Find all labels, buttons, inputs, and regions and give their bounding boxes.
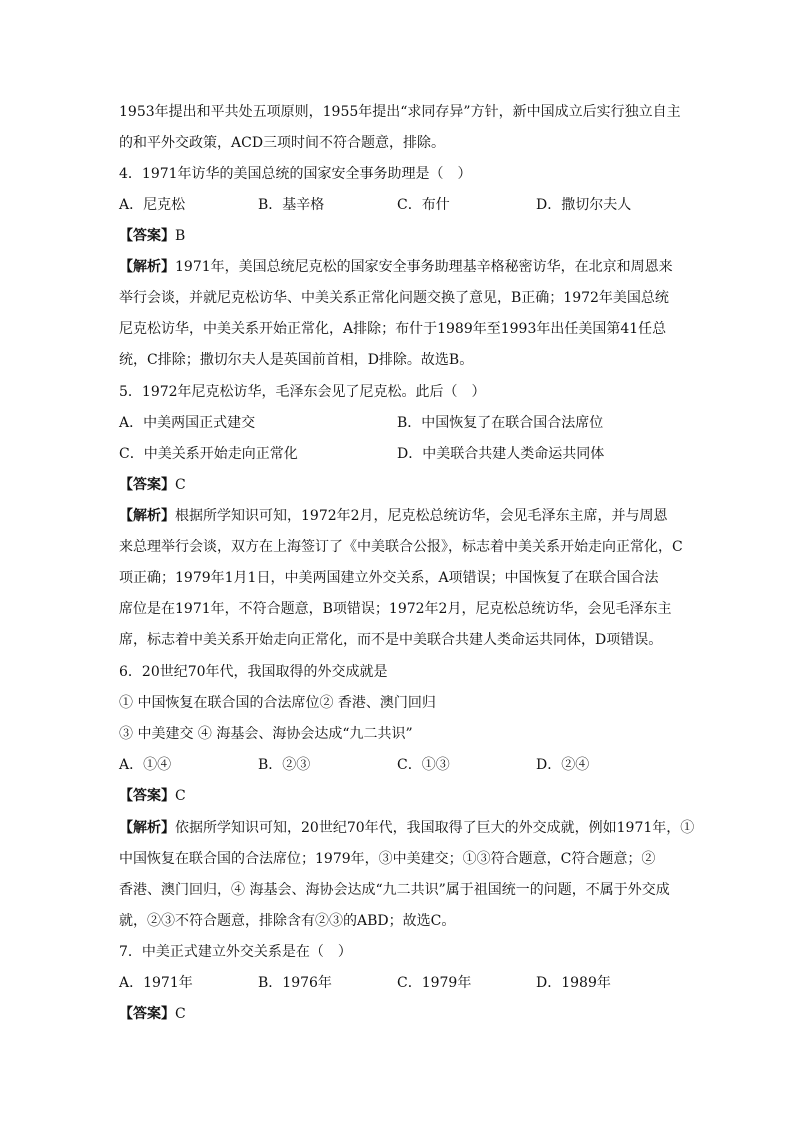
intro-line-2: 的和平外交政策，ACD三项时间不符合题意，排除。 <box>119 135 446 151</box>
q4-option-d: D．撒切尔夫人 <box>536 197 632 213</box>
q6-items-line-1: ① 中国恢复在联合国的合法席位② 香港、澳门回归 <box>119 695 436 711</box>
q6-option-a: A．①④ <box>119 757 172 773</box>
answer-tag: 【答案】 <box>119 477 175 493</box>
answer-tag: 【答案】 <box>119 1006 175 1022</box>
q4-analysis-line-1 <box>119 257 673 277</box>
q7-option-a: A．1971年 <box>119 975 193 991</box>
answer-value: B <box>175 228 186 244</box>
q4-question: 4．1971年访华的美国总统的国家安全事务助理是（ ） <box>119 166 472 182</box>
q6-items-line-2: ③ 中美建交 ④ 海基会、海协会达成“九二共识” <box>119 726 413 742</box>
answer-value: C <box>175 1006 186 1022</box>
q5-option-a: A．中美两国正式建交 <box>119 415 256 431</box>
q5-answer <box>119 475 186 495</box>
q6-option-b: B．②③ <box>258 757 311 773</box>
q5-question: 5．1972年尼克松访华，毛泽东会见了尼克松。此后（ ） <box>119 384 486 400</box>
q7-option-d: D．1989年 <box>536 975 611 991</box>
answer-value: C <box>175 477 186 493</box>
q4-analysis-line-3: 尼克松访华，中美关系开始正常化，A排除；布什于1989年至1993年出任美国第41任总 <box>119 321 667 337</box>
q7-option-c: C．1979年 <box>397 975 472 991</box>
q6-answer <box>119 786 186 806</box>
q4-answer <box>119 226 185 246</box>
q5-option-c: C．中美关系开始走向正常化 <box>119 446 298 462</box>
q7-option-b: B．1976年 <box>258 975 332 991</box>
analysis-text: 根据所学知识可知，1972年2月，尼克松总统访华，会见毛泽东主席，并与周恩 <box>175 508 668 524</box>
q5-analysis-line-2: 来总理举行会谈，双方在上海签订了《中美联合公报》，标志着中美关系开始走向正常化，C <box>119 539 683 555</box>
q6-analysis-line-3: 香港、澳门回归，④ 海基会、海协会达成“九二共识”属于祖国统一的问题，不属于外交成 <box>119 882 670 898</box>
q6-analysis-line-4: 就，②③不符合题意，排除含有②③的ABD；故选C。 <box>119 913 456 929</box>
q6-question: 6．20世纪70年代，我国取得的外交成就是 <box>119 664 388 680</box>
q4-analysis-line-2: 举行会谈，并就尼克松访华、中美关系正常化问题交换了意见，B正确；1972年美国总统 <box>119 290 669 306</box>
intro-line-1: 1953年提出和平共处五项原则，1955年提出“求同存异”方针，新中国成立后实行独立自主 <box>119 104 681 120</box>
q6-analysis-line-2: 中国恢复在联合国的合法席位；1979年，③中美建交；①③符合题意，C符合题意；② <box>119 851 656 867</box>
analysis-tag: 【解析】 <box>119 508 175 524</box>
q5-analysis-line-3: 项正确；1979年1月1日，中美两国建立外交关系，A项错误；中国恢复了在联合国合法 <box>119 570 659 586</box>
q4-option-c: C．布什 <box>397 197 450 213</box>
q4-option-b: B．基辛格 <box>258 197 325 213</box>
q4-option-a: A．尼克松 <box>119 197 186 213</box>
q5-analysis-line-5: 席，标志着中美关系开始走向正常化，而不是中美联合共建人类命运共同体，D项错误。 <box>119 632 663 648</box>
analysis-tag: 【解析】 <box>119 820 175 836</box>
q6-option-d: D．②④ <box>536 757 590 773</box>
analysis-text: 1971年，美国总统尼克松的国家安全事务助理基辛格秘密访华，在北京和周恩来 <box>175 259 673 275</box>
answer-tag: 【答案】 <box>119 788 175 804</box>
answer-value: C <box>175 788 186 804</box>
q7-answer <box>119 1004 186 1024</box>
q5-analysis-line-4: 席位是在1971年，不符合题意，B项错误；1972年2月，尼克松总统访华，会见毛泽东主 <box>119 601 672 617</box>
analysis-tag: 【解析】 <box>119 259 175 275</box>
q7-question: 7．中美正式建立外交关系是在（ ） <box>119 944 352 960</box>
q4-analysis-line-4: 统，C排除；撒切尔夫人是英国前首相，D排除。故选B。 <box>119 352 474 368</box>
q6-analysis-line-1 <box>119 818 694 838</box>
answer-tag: 【答案】 <box>119 228 175 244</box>
q5-option-d: D．中美联合共建人类命运共同体 <box>397 446 605 462</box>
q6-option-c: C．①③ <box>397 757 450 773</box>
q5-option-b: B．中国恢复了在联合国合法席位 <box>397 415 604 431</box>
q5-analysis-line-1 <box>119 506 668 526</box>
analysis-text: 依据所学知识可知，20世纪70年代，我国取得了巨大的外交成就，例如1971年，① <box>175 820 695 836</box>
